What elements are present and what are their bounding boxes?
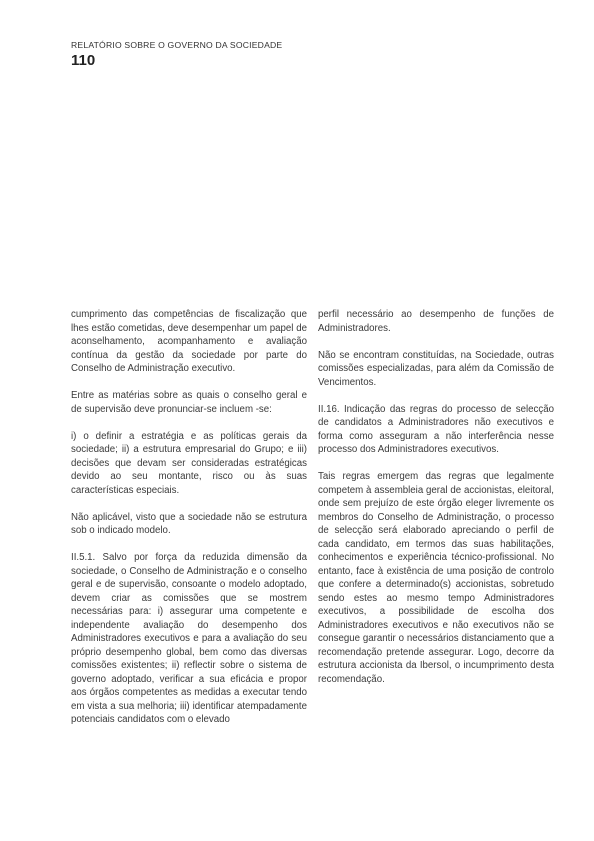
report-title: RELATÓRIO SOBRE O GOVERNO DA SOCIEDADE (71, 40, 283, 50)
paragraph: Não se encontram constituídas, na Sociedade, outras comissões especializadas, para além da Comissão de Vencimentos. (318, 349, 554, 388)
page-number: 110 (71, 52, 96, 69)
right-column (318, 308, 554, 686)
paragraph: Não aplicável, visto que a sociedade não se estrutura sob o indicado modelo. (71, 511, 307, 536)
paragraph: cumprimento das competências de fiscalização que lhes estão cometidas, deve desempenhar um papel de aconselhamento, acompanhamento e avaliação contínua da gestão da sociedade por parte do Conselho de Administração executivo. (71, 309, 307, 374)
paragraph: i) o definir a estratégia e as políticas gerais da sociedade; ii) a estrutura empresarial do Grupo; e iii) decisões que devam ser consideradas estratégicas devido ao seu montante, risco ou às suas características especiais. (71, 430, 307, 496)
paragraph: perfil necessário ao desempenho de funções de Administradores. (318, 309, 554, 334)
paragraph: II.5.1. Salvo por força da reduzida dimensão da sociedade, o Conselho de Administração e o conselho geral e de supervisão, consoante o modelo adoptado, devem criar as comissões que se mostrem necessárias para: i) assegurar uma competente e independente avaliação do desempenho dos Administradores executivos e para a avaliação do seu próprio desempenho global, bem como das diversas comissões existentes; ii) reflectir sobre o sistema de governo adoptado, verificar a sua eficácia e propor aos órgãos competentes as medidas a executar tendo em vista a sua melhoria; iii) identificar atempadamente potenciais candidatos com o elevado (71, 552, 307, 725)
paragraph: II.16. Indicação das regras do processo de selecção de candidatos a Administradores não executivos e forma como asseguram a não interferência nesse processo dos Administradores executivos. (318, 403, 554, 455)
left-column (71, 308, 307, 727)
paragraph: Tais regras emergem das regras que legalmente competem à assembleia geral de accionistas, eleitoral, onde sem prejuízo de este órgão eleger livremente os membros do Conselho de Administração, o processo de selecção será elaborado apreciando o perfil de cada candidato, em termos das suas habilitações, conhecimentos e experiência técnico-profissional. No entanto, face à existência de uma posição de controlo que confere a determinado(s) accionistas, sobretudo sendo estes ao mesmo tempo Administradores executivos, a possibilidade de escolha dos Administradores executivos e não executivos não se consegue garantir o necessários distanciamento que a recomendação pretende assegurar. Logo, decorre da estrutura accionista da Ibersol, o incumprimento desta recomendação. (318, 471, 554, 685)
page-header (71, 40, 282, 68)
paragraph: Entre as matérias sobre as quais o conselho geral e de supervisão deve pronunciar-se incluem -se: (71, 390, 307, 415)
